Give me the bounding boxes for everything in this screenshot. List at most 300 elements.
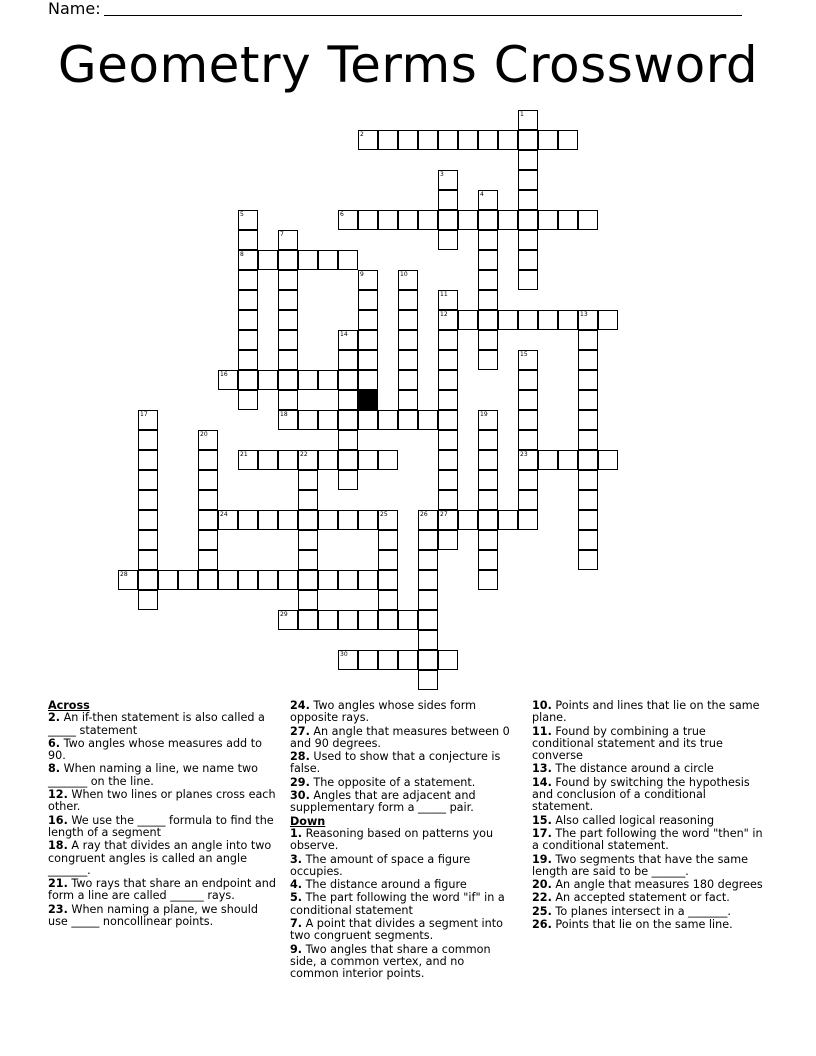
grid-cell[interactable] bbox=[418, 130, 438, 150]
grid-cell[interactable] bbox=[438, 530, 458, 550]
clue-number: 9 bbox=[360, 271, 364, 278]
grid-cell[interactable] bbox=[578, 450, 598, 470]
grid-cell[interactable] bbox=[298, 450, 318, 470]
grid-cell[interactable] bbox=[458, 510, 478, 530]
clue-item-number: 19. bbox=[532, 852, 552, 866]
clue-number: 26 bbox=[420, 511, 428, 518]
grid-cell[interactable] bbox=[338, 410, 358, 430]
clue-item bbox=[290, 854, 516, 879]
grid-cell[interactable] bbox=[518, 490, 538, 510]
clue-item bbox=[48, 840, 278, 877]
grid-cell[interactable] bbox=[438, 170, 458, 190]
clue-item-number: 4. bbox=[290, 878, 303, 892]
grid-cell[interactable] bbox=[358, 330, 378, 350]
clue-item-number: 1. bbox=[290, 826, 303, 840]
grid-cell[interactable] bbox=[238, 510, 258, 530]
grid-cell[interactable] bbox=[418, 410, 438, 430]
grid-cell[interactable] bbox=[558, 210, 578, 230]
grid-cell[interactable] bbox=[338, 330, 358, 350]
grid-cell[interactable] bbox=[438, 650, 458, 670]
clue-item bbox=[48, 763, 278, 788]
clue-number: 1 bbox=[520, 111, 524, 118]
name-label: Name: bbox=[48, 0, 101, 18]
grid-cell[interactable] bbox=[198, 470, 218, 490]
clue-item bbox=[290, 726, 516, 751]
grid-cell[interactable] bbox=[318, 610, 338, 630]
grid-cell[interactable] bbox=[438, 290, 458, 310]
grid-cell[interactable] bbox=[478, 130, 498, 150]
grid-cell[interactable] bbox=[278, 390, 298, 410]
grid-cell[interactable] bbox=[218, 570, 238, 590]
grid-cell[interactable] bbox=[178, 570, 198, 590]
grid-cell[interactable] bbox=[578, 330, 598, 350]
grid-cell[interactable] bbox=[578, 470, 598, 490]
grid-cell[interactable] bbox=[198, 490, 218, 510]
grid-cell[interactable] bbox=[438, 130, 458, 150]
grid-cell[interactable] bbox=[478, 250, 498, 270]
grid-cell[interactable] bbox=[518, 450, 538, 470]
clue-item-number: 7. bbox=[290, 917, 303, 931]
grid-cell[interactable] bbox=[278, 450, 298, 470]
grid-cell[interactable] bbox=[518, 370, 538, 390]
grid-cell[interactable] bbox=[538, 310, 558, 330]
grid-cell[interactable] bbox=[518, 350, 538, 370]
grid-cell[interactable] bbox=[238, 370, 258, 390]
grid-cell[interactable] bbox=[138, 510, 158, 530]
grid-cell[interactable] bbox=[578, 410, 598, 430]
grid-cell[interactable] bbox=[418, 510, 438, 530]
grid-cell[interactable] bbox=[378, 130, 398, 150]
grid-cell[interactable] bbox=[538, 450, 558, 470]
clue-item bbox=[532, 906, 764, 918]
clue-number: 6 bbox=[340, 211, 344, 218]
grid-cell[interactable] bbox=[278, 350, 298, 370]
grid-cell[interactable] bbox=[198, 550, 218, 570]
grid-cell[interactable] bbox=[318, 450, 338, 470]
grid-cell[interactable] bbox=[138, 590, 158, 610]
grid-cell[interactable] bbox=[478, 230, 498, 250]
grid-cell[interactable] bbox=[478, 310, 498, 330]
grid-cell[interactable] bbox=[258, 250, 278, 270]
clue-number: 17 bbox=[140, 411, 148, 418]
grid-cell[interactable] bbox=[158, 570, 178, 590]
clue-item-text: An accepted statement or fact. bbox=[551, 891, 730, 905]
clue-item bbox=[290, 777, 516, 789]
grid-cell[interactable] bbox=[558, 130, 578, 150]
grid-cell[interactable] bbox=[238, 450, 258, 470]
grid-cell[interactable] bbox=[278, 570, 298, 590]
clue-heading: Down bbox=[290, 814, 326, 828]
clue-number: 10 bbox=[400, 271, 408, 278]
grid-cell[interactable] bbox=[418, 630, 438, 650]
clue-item-number: 27. bbox=[290, 724, 310, 738]
grid-cell[interactable] bbox=[478, 510, 498, 530]
grid-cell[interactable] bbox=[398, 130, 418, 150]
grid-cell[interactable] bbox=[298, 370, 318, 390]
grid-cell[interactable] bbox=[518, 510, 538, 530]
grid-cell[interactable] bbox=[478, 430, 498, 450]
clue-number: 30 bbox=[340, 651, 348, 658]
grid-cell[interactable] bbox=[298, 590, 318, 610]
clue-item-text: We use the _____ formula to find the length of a segment bbox=[48, 813, 274, 839]
grid-cell[interactable] bbox=[278, 370, 298, 390]
grid-cell[interactable] bbox=[478, 290, 498, 310]
grid-cell[interactable] bbox=[238, 230, 258, 250]
grid-cell[interactable] bbox=[138, 430, 158, 450]
grid-cell[interactable] bbox=[438, 190, 458, 210]
grid-cell[interactable] bbox=[258, 570, 278, 590]
grid-cell[interactable] bbox=[458, 310, 478, 330]
grid-cell[interactable] bbox=[278, 290, 298, 310]
grid-cell[interactable] bbox=[398, 350, 418, 370]
clue-item-text: The opposite of a statement. bbox=[309, 775, 476, 789]
grid-cell[interactable] bbox=[118, 570, 138, 590]
clue-item bbox=[532, 919, 764, 931]
grid-cell[interactable] bbox=[478, 350, 498, 370]
grid-cell[interactable] bbox=[398, 370, 418, 390]
clue-item-text: Points that lie on the same line. bbox=[551, 918, 733, 932]
clue-number: 3 bbox=[440, 171, 444, 178]
grid-cell[interactable] bbox=[338, 210, 358, 230]
grid-cell[interactable] bbox=[398, 330, 418, 350]
clue-item-text: The distance around a circle bbox=[551, 762, 714, 776]
grid-cell[interactable] bbox=[518, 470, 538, 490]
grid-cell[interactable] bbox=[278, 510, 298, 530]
grid-cell[interactable] bbox=[578, 430, 598, 450]
clue-item bbox=[290, 700, 516, 725]
clue-item bbox=[532, 726, 764, 763]
clue-item bbox=[48, 738, 278, 763]
grid-cell[interactable] bbox=[318, 510, 338, 530]
grid-cell[interactable] bbox=[458, 210, 478, 230]
grid-cell[interactable] bbox=[518, 170, 538, 190]
grid-cell[interactable] bbox=[198, 510, 218, 530]
clue-item-text: Two angles whose measures add to 90. bbox=[48, 736, 262, 763]
grid-cell[interactable] bbox=[418, 550, 438, 570]
grid-cell[interactable] bbox=[318, 570, 338, 590]
clue-item-text: Also called logical reasoning bbox=[551, 813, 715, 827]
clue-item bbox=[532, 815, 764, 827]
grid-cell[interactable] bbox=[398, 650, 418, 670]
clue-item bbox=[290, 892, 516, 917]
grid-cell[interactable] bbox=[438, 350, 458, 370]
grid-cell[interactable] bbox=[438, 230, 458, 250]
page-title: Geometry Terms Crossword bbox=[57, 36, 759, 94]
grid-cell[interactable] bbox=[298, 610, 318, 630]
grid-cell[interactable] bbox=[298, 510, 318, 530]
grid-cell[interactable] bbox=[418, 610, 438, 630]
grid-cell[interactable] bbox=[518, 230, 538, 250]
grid-cell[interactable] bbox=[258, 450, 278, 470]
grid-cell[interactable] bbox=[338, 510, 358, 530]
clue-number: 24 bbox=[220, 511, 228, 518]
clue-number: 25 bbox=[380, 511, 388, 518]
grid-cell[interactable] bbox=[538, 210, 558, 230]
grid-cell[interactable] bbox=[518, 150, 538, 170]
grid-cell[interactable] bbox=[298, 470, 318, 490]
grid-block-cell bbox=[358, 390, 378, 410]
grid-cell[interactable] bbox=[198, 450, 218, 470]
grid-cell[interactable] bbox=[438, 410, 458, 430]
grid-cell[interactable] bbox=[478, 470, 498, 490]
grid-cell[interactable] bbox=[238, 210, 258, 230]
grid-cell[interactable] bbox=[378, 450, 398, 470]
grid-cell[interactable] bbox=[378, 650, 398, 670]
grid-cell[interactable] bbox=[238, 310, 258, 330]
grid-cell[interactable] bbox=[358, 130, 378, 150]
grid-cell[interactable] bbox=[578, 390, 598, 410]
grid-cell[interactable] bbox=[498, 210, 518, 230]
grid-cell[interactable] bbox=[138, 470, 158, 490]
grid-cell[interactable] bbox=[438, 310, 458, 330]
grid-cell[interactable] bbox=[418, 670, 438, 690]
grid-cell[interactable] bbox=[578, 490, 598, 510]
grid-cell[interactable] bbox=[398, 310, 418, 330]
grid-cell[interactable] bbox=[518, 270, 538, 290]
grid-cell[interactable] bbox=[558, 450, 578, 470]
grid-cell[interactable] bbox=[478, 330, 498, 350]
grid-cell[interactable] bbox=[238, 270, 258, 290]
grid-cell[interactable] bbox=[518, 410, 538, 430]
grid-cell[interactable] bbox=[578, 210, 598, 230]
clue-item-text: A ray that divides an angle into two congruent angles is called an angle _______. bbox=[48, 839, 272, 877]
grid-cell[interactable] bbox=[578, 310, 598, 330]
grid-cell[interactable] bbox=[338, 390, 358, 410]
grid-cell[interactable] bbox=[598, 450, 618, 470]
grid-cell[interactable] bbox=[358, 510, 378, 530]
grid-cell[interactable] bbox=[358, 370, 378, 390]
grid-cell[interactable] bbox=[418, 210, 438, 230]
clue-number: 8 bbox=[240, 251, 244, 258]
grid-cell[interactable] bbox=[418, 650, 438, 670]
grid-cell[interactable] bbox=[478, 570, 498, 590]
grid-cell[interactable] bbox=[398, 270, 418, 290]
clue-item bbox=[290, 828, 516, 853]
grid-cell[interactable] bbox=[238, 250, 258, 270]
grid-cell[interactable] bbox=[138, 410, 158, 430]
grid-cell[interactable] bbox=[358, 350, 378, 370]
grid-cell[interactable] bbox=[278, 250, 298, 270]
grid-cell[interactable] bbox=[138, 490, 158, 510]
grid-cell[interactable] bbox=[418, 570, 438, 590]
grid-cell[interactable] bbox=[478, 210, 498, 230]
grid-cell[interactable] bbox=[198, 530, 218, 550]
grid-cell[interactable] bbox=[238, 330, 258, 350]
grid-cell[interactable] bbox=[558, 310, 578, 330]
clue-item-number: 5. bbox=[290, 891, 303, 905]
grid-cell[interactable] bbox=[378, 550, 398, 570]
grid-cell[interactable] bbox=[238, 570, 258, 590]
grid-cell[interactable] bbox=[578, 530, 598, 550]
grid-cell[interactable] bbox=[298, 530, 318, 550]
grid-cell[interactable] bbox=[418, 590, 438, 610]
grid-cell[interactable] bbox=[478, 270, 498, 290]
grid-cell[interactable] bbox=[458, 130, 478, 150]
grid-cell[interactable] bbox=[138, 530, 158, 550]
grid-cell[interactable] bbox=[338, 650, 358, 670]
grid-cell[interactable] bbox=[398, 290, 418, 310]
clue-number: 22 bbox=[300, 451, 308, 458]
clue-number: 2 bbox=[360, 131, 364, 138]
grid-cell[interactable] bbox=[338, 250, 358, 270]
grid-cell[interactable] bbox=[278, 270, 298, 290]
grid-cell[interactable] bbox=[378, 610, 398, 630]
clue-item-text: Two rays that share an endpoint and form a line are called ______ rays. bbox=[48, 877, 276, 903]
grid-cell[interactable] bbox=[398, 390, 418, 410]
grid-cell[interactable] bbox=[418, 530, 438, 550]
grid-cell[interactable] bbox=[478, 550, 498, 570]
grid-cell[interactable] bbox=[198, 430, 218, 450]
clue-item-number: 21. bbox=[48, 877, 68, 891]
grid-cell[interactable] bbox=[478, 190, 498, 210]
grid-cell[interactable] bbox=[478, 450, 498, 470]
grid-cell[interactable] bbox=[518, 110, 538, 130]
clue-item-text: When naming a line, we name two _______ on the line. bbox=[48, 762, 258, 788]
grid-cell[interactable] bbox=[338, 350, 358, 370]
grid-cell[interactable] bbox=[518, 430, 538, 450]
grid-cell[interactable] bbox=[518, 130, 538, 150]
grid-cell[interactable] bbox=[498, 130, 518, 150]
grid-cell[interactable] bbox=[478, 530, 498, 550]
grid-cell[interactable] bbox=[358, 610, 378, 630]
grid-cell[interactable] bbox=[338, 610, 358, 630]
clue-item-number: 6. bbox=[48, 736, 61, 750]
grid-cell[interactable] bbox=[578, 370, 598, 390]
grid-cell[interactable] bbox=[518, 310, 538, 330]
grid-cell[interactable] bbox=[438, 450, 458, 470]
grid-cell[interactable] bbox=[438, 430, 458, 450]
grid-cell[interactable] bbox=[598, 310, 618, 330]
grid-cell[interactable] bbox=[278, 610, 298, 630]
clue-item-number: 18. bbox=[48, 839, 68, 853]
grid-cell[interactable] bbox=[318, 410, 338, 430]
clue-number: 28 bbox=[120, 571, 128, 578]
grid-cell[interactable] bbox=[298, 410, 318, 430]
grid-cell[interactable] bbox=[218, 510, 238, 530]
clue-item bbox=[532, 854, 764, 879]
grid-cell[interactable] bbox=[398, 410, 418, 430]
clue-item-text: Used to show that a conjecture is false. bbox=[290, 750, 501, 776]
grid-cell[interactable] bbox=[478, 410, 498, 430]
name-line[interactable] bbox=[104, 15, 742, 16]
grid-cell[interactable] bbox=[278, 410, 298, 430]
clue-number: 13 bbox=[580, 311, 588, 318]
clue-item-text: Two angles that share a common side, a common vertex, and no common interior points. bbox=[290, 942, 491, 981]
grid-cell[interactable] bbox=[218, 370, 238, 390]
grid-cell[interactable] bbox=[298, 570, 318, 590]
grid-cell[interactable] bbox=[438, 370, 458, 390]
grid-cell[interactable] bbox=[518, 390, 538, 410]
clue-item-text: Found by switching the hypothesis and conclusion of a conditional statement. bbox=[532, 775, 750, 814]
grid-cell[interactable] bbox=[358, 270, 378, 290]
clue-column-3 bbox=[532, 700, 764, 932]
grid-cell[interactable] bbox=[358, 450, 378, 470]
grid-cell[interactable] bbox=[238, 390, 258, 410]
grid-cell[interactable] bbox=[518, 250, 538, 270]
clue-number: 4 bbox=[480, 191, 484, 198]
clue-number: 20 bbox=[200, 431, 208, 438]
grid-cell[interactable] bbox=[438, 330, 458, 350]
grid-cell[interactable] bbox=[318, 370, 338, 390]
clue-item-number: 24. bbox=[290, 699, 310, 712]
grid-cell[interactable] bbox=[358, 570, 378, 590]
grid-cell[interactable] bbox=[378, 510, 398, 530]
grid-cell[interactable] bbox=[258, 510, 278, 530]
grid-cell[interactable] bbox=[538, 130, 558, 150]
clue-item-text: Reasoning based on patterns you observe. bbox=[290, 826, 494, 853]
grid-cell[interactable] bbox=[438, 510, 458, 530]
grid-cell[interactable] bbox=[498, 310, 518, 330]
grid-cell[interactable] bbox=[338, 450, 358, 470]
clue-item-number: 25. bbox=[532, 904, 552, 918]
grid-cell[interactable] bbox=[398, 210, 418, 230]
grid-cell[interactable] bbox=[358, 650, 378, 670]
clue-item-text: The part following the word "then" in a conditional statement. bbox=[532, 826, 763, 853]
clue-item-text: Angles that are adjacent and supplementary form a _____ pair. bbox=[290, 789, 476, 815]
grid-cell[interactable] bbox=[578, 350, 598, 370]
grid-cell[interactable] bbox=[238, 350, 258, 370]
clue-item-text: Two angles whose sides form opposite rays. bbox=[290, 699, 477, 725]
grid-cell[interactable] bbox=[258, 370, 278, 390]
grid-cell[interactable] bbox=[378, 530, 398, 550]
grid-cell[interactable] bbox=[198, 570, 218, 590]
clue-number: 15 bbox=[520, 351, 528, 358]
grid-cell[interactable] bbox=[438, 470, 458, 490]
grid-cell[interactable] bbox=[478, 490, 498, 510]
grid-cell[interactable] bbox=[578, 550, 598, 570]
clue-item-number: 13. bbox=[532, 762, 552, 776]
grid-cell[interactable] bbox=[378, 590, 398, 610]
grid-cell[interactable] bbox=[338, 430, 358, 450]
grid-cell[interactable] bbox=[378, 410, 398, 430]
grid-cell[interactable] bbox=[138, 550, 158, 570]
grid-cell[interactable] bbox=[358, 290, 378, 310]
grid-cell[interactable] bbox=[518, 210, 538, 230]
grid-cell[interactable] bbox=[358, 410, 378, 430]
clue-number: 19 bbox=[480, 411, 488, 418]
grid-cell[interactable] bbox=[378, 210, 398, 230]
grid-cell[interactable] bbox=[278, 230, 298, 250]
clue-number: 12 bbox=[440, 311, 448, 318]
grid-cell[interactable] bbox=[278, 330, 298, 350]
grid-cell[interactable] bbox=[238, 290, 258, 310]
clue-item-text: Found by combining a true conditional statement and its true converse bbox=[532, 724, 723, 763]
grid-cell[interactable] bbox=[298, 490, 318, 510]
grid-cell[interactable] bbox=[298, 550, 318, 570]
grid-cell[interactable] bbox=[438, 490, 458, 510]
clue-item-text: Points and lines that lie on the same plane. bbox=[532, 699, 760, 725]
clue-item-number: 17. bbox=[532, 826, 552, 840]
grid-cell[interactable] bbox=[338, 570, 358, 590]
grid-cell[interactable] bbox=[438, 390, 458, 410]
grid-cell[interactable] bbox=[498, 510, 518, 530]
grid-cell[interactable] bbox=[338, 370, 358, 390]
grid-cell[interactable] bbox=[518, 190, 538, 210]
grid-cell[interactable] bbox=[398, 610, 418, 630]
clue-item-text: To planes intersect in a _______. bbox=[551, 904, 731, 918]
grid-cell[interactable] bbox=[278, 310, 298, 330]
grid-cell[interactable] bbox=[318, 250, 338, 270]
grid-cell[interactable] bbox=[138, 570, 158, 590]
grid-cell[interactable] bbox=[358, 210, 378, 230]
grid-cell[interactable] bbox=[358, 310, 378, 330]
grid-cell[interactable] bbox=[338, 470, 358, 490]
grid-cell[interactable] bbox=[378, 570, 398, 590]
grid-cell[interactable] bbox=[138, 450, 158, 470]
grid-cell[interactable] bbox=[578, 510, 598, 530]
grid-cell[interactable] bbox=[438, 210, 458, 230]
grid-cell[interactable] bbox=[298, 250, 318, 270]
